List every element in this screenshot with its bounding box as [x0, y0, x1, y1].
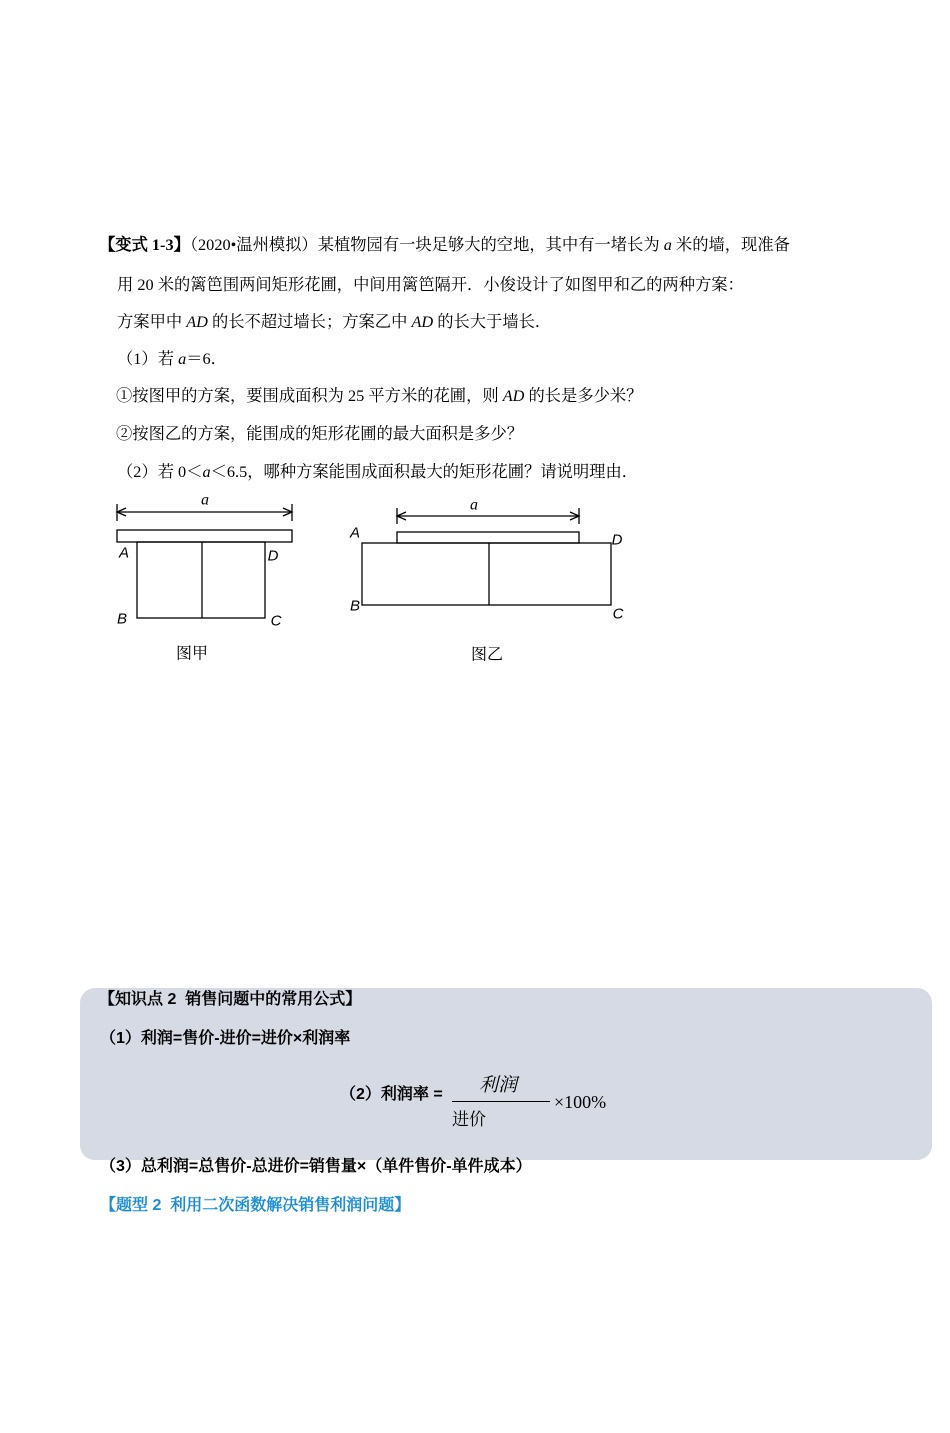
part-1-condition [117, 349, 227, 369]
figure-jia [117, 492, 292, 663]
point-label-a: A [118, 544, 130, 562]
variable-a: a [178, 349, 187, 368]
variable-a: a [202, 462, 211, 481]
point-label-c: C [270, 612, 282, 630]
point-label-d: D [267, 547, 279, 565]
problem-text: ＜6.5，哪种方案能围成面积最大的矩形花圃？请说明理由． [210, 462, 639, 481]
figures [100, 480, 660, 670]
figure-caption-jia: 图甲 [175, 645, 209, 663]
point-label-b: B [116, 610, 128, 628]
fraction-multiplier: ×100% [554, 1092, 607, 1112]
knowledge-title: 【知识点 2 销售问题中的常用公式】 [99, 991, 362, 1008]
problem-line-2: 用 20 米的篱笆围两间矩形花圃，中间用篱笆隔开．小俊设计了如图甲和乙的两种方案： [117, 275, 744, 294]
problem-line-3 [117, 312, 551, 332]
formula-profit: （1）利润=售价-进价=进价×利润率 [100, 1030, 351, 1047]
problem-line-1 [99, 235, 790, 255]
wall [117, 530, 292, 542]
question-1 [116, 386, 642, 406]
formula-profit-rate-label: （2）利润率 = [340, 1086, 443, 1103]
point-label-c: C [612, 605, 624, 623]
fraction-denominator: 进价 [452, 1110, 486, 1129]
circled-number-2: ② [116, 424, 133, 443]
dimension-label: a [201, 491, 209, 509]
figure-yi [349, 497, 624, 664]
problem-text: 的长大于墙长． [433, 312, 552, 331]
circled-number-1: ① [116, 386, 133, 405]
formula-total-profit: （3）总利润=总售价-总进价=销售量×（单件售价-单件成本） [100, 1158, 532, 1175]
question-2 [116, 424, 523, 444]
problem-text: 方案甲中 [117, 312, 187, 331]
problem-text: （2020•温州模拟）某植物园有一块足够大的空地，其中有一堵长为 [189, 235, 664, 254]
variable-ad: AD [186, 312, 208, 331]
point-label-d: D [611, 531, 623, 549]
problem-text: （2）若 0＜ [117, 462, 203, 481]
problem-text: 米的墙，现准备 [671, 235, 790, 254]
problem-tag: 【变式 1-3】 [99, 235, 190, 254]
wall [397, 532, 579, 543]
variable-ad: AD [502, 386, 525, 405]
section-heading: 【题型 2 利用二次函数解决销售利润问题】 [100, 1197, 411, 1214]
problem-text: ＝6． [186, 349, 227, 368]
fraction-numerator: 利润 [478, 1075, 517, 1096]
garden-rectangle [362, 543, 611, 605]
problem-text: 按图乙的方案，能围成的矩形花圃的最大面积是多少？ [132, 424, 524, 443]
variable-ad: AD [411, 312, 434, 331]
knowledge-box [80, 988, 932, 1160]
point-label-a: A [349, 524, 361, 542]
part-2-question [117, 462, 638, 482]
variable-a: a [663, 235, 672, 254]
dimension-label: a [470, 496, 478, 514]
problem-text: 的长不超过墙长；方案乙中 [207, 312, 412, 331]
problem-text: （1）若 [117, 349, 179, 368]
figure-caption-yi: 图乙 [470, 646, 504, 664]
problem-text: 按图甲的方案，要围成面积为 25 平方米的花圃，则 [132, 386, 503, 405]
point-label-b: B [349, 597, 361, 615]
garden-rectangle [137, 542, 265, 618]
problem-text: 的长是多少米？ [524, 386, 643, 405]
fraction-bar [452, 1101, 550, 1102]
